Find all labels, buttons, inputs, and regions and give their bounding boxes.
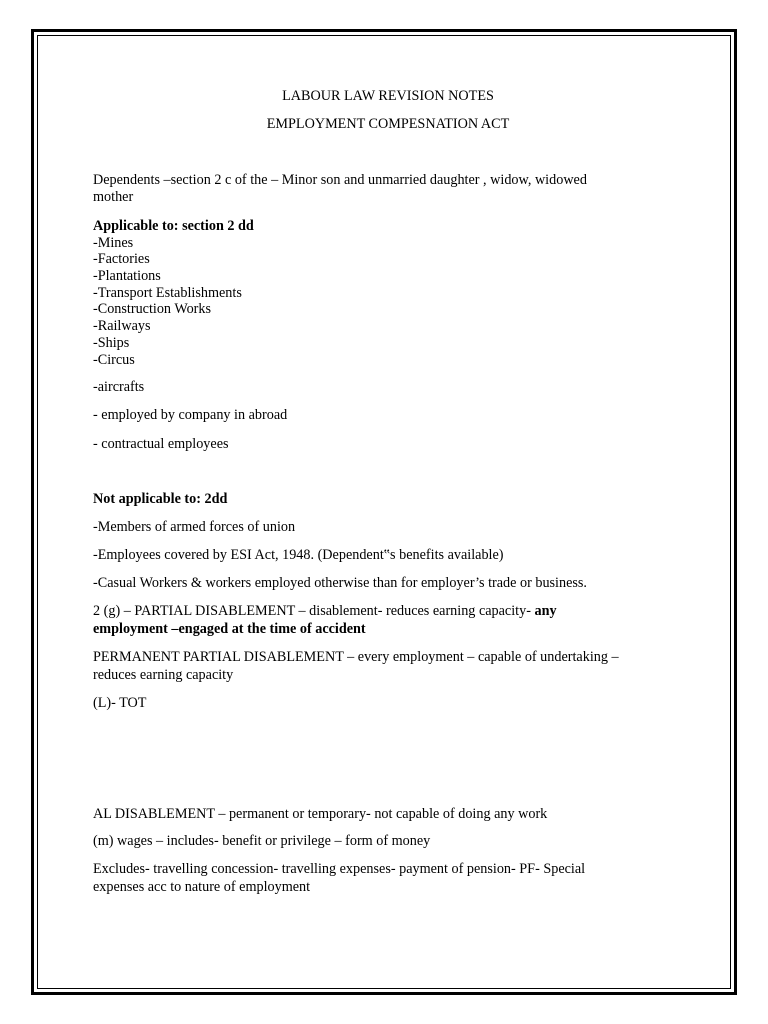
applicable-item: -Plantations (93, 268, 161, 284)
document-subtitle: EMPLOYMENT COMPESNATION ACT (266, 116, 510, 132)
dependents-line-2: mother (93, 189, 134, 205)
applicable-item: -Ships (93, 335, 130, 351)
wages-line: (m) wages – includes- benefit or privilege – form of money (93, 833, 431, 849)
tot-line: (L)- TOT (93, 695, 147, 711)
applicable-heading: Applicable to: section 2 dd (93, 218, 254, 234)
not-applicable-item: -Members of armed forces of union (93, 519, 296, 535)
dependents-line-1: Dependents –section 2 c of the – Minor son and unmarried daughter , widow, widowed (93, 172, 587, 188)
partial-disablement-line-1 (93, 603, 557, 620)
permanent-partial-line-2: reduces earning capacity (93, 667, 234, 683)
applicable-item: -Railways (93, 318, 151, 334)
excludes-line-2: expenses acc to nature of employment (93, 879, 311, 895)
applicable-item: -Factories (93, 251, 150, 267)
permanent-partial-line-1: PERMANENT PARTIAL DISABLEMENT – every employment – capable of undertaking – (93, 649, 619, 665)
applicable-extra-item: - contractual employees (93, 436, 229, 452)
applicable-extra-item: -aircrafts (93, 379, 145, 395)
document-title: LABOUR LAW REVISION NOTES (282, 88, 494, 104)
not-applicable-item: -Casual Workers & workers employed otherwise than for employer’s trade or business. (93, 575, 587, 591)
applicable-extra-item: - employed by company in abroad (93, 407, 288, 423)
applicable-item: -Mines (93, 235, 134, 251)
not-applicable-item: -Employees covered by ESI Act, 1948. (Dependent‟s benefits available) (93, 547, 504, 563)
partial-disablement-line-2: employment –engaged at the time of accident (93, 621, 366, 637)
applicable-item: -Circus (93, 352, 135, 368)
excludes-line-1: Excludes- travelling concession- travelling expenses- payment of pension- PF- Special (93, 861, 586, 877)
not-applicable-heading: Not applicable to: 2dd (93, 491, 228, 507)
applicable-item: -Construction Works (93, 301, 212, 317)
partial-disablement-bold-text: any (534, 603, 557, 619)
total-disablement-line: AL DISABLEMENT – permanent or temporary- not capable of doing any work (93, 806, 548, 822)
applicable-item: -Transport Establishments (93, 285, 242, 301)
partial-disablement-text: 2 (g) – PARTIAL DISABLEMENT – disablement- reduces earning capacity- (93, 603, 535, 619)
